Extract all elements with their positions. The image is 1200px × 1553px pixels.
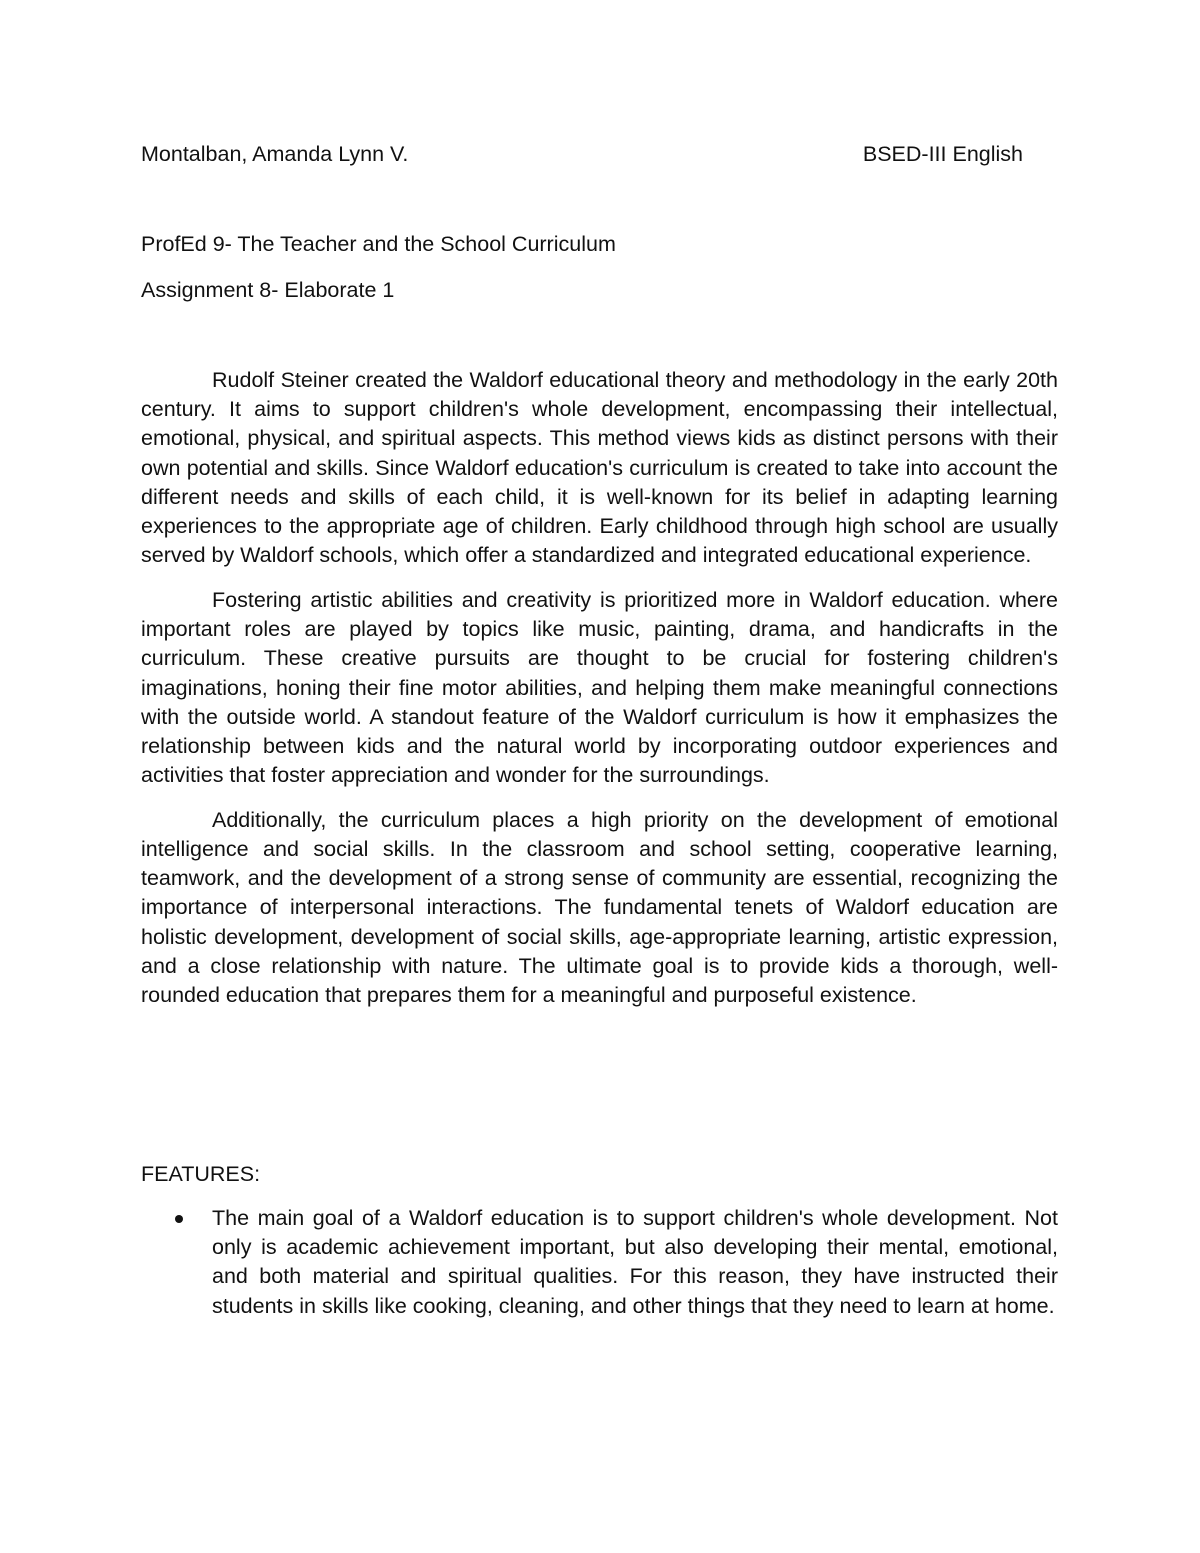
features-list <box>141 1204 1058 1321</box>
bullet-icon <box>175 1215 183 1223</box>
student-name: Montalban, Amanda Lynn V. <box>141 142 409 166</box>
assignment-title: Assignment 8- Elaborate 1 <box>141 278 395 302</box>
features-heading: FEATURES: <box>141 1162 261 1186</box>
essay-body <box>141 366 1058 1026</box>
list-item <box>141 1204 1058 1321</box>
paragraph-3: Additionally, the curriculum places a high priority on the development of emotional intelligence and social skills. In the classroom and school setting, cooperative learning, teamwork, and the development of a strong sense of community are essential, recognizing the importance of interpersonal interactions. The fundamental tenets of Waldorf education are holistic development, development of social skills, age-appropriate learning, artistic expression, and a close relationship with nature. The ultimate goal is to provide kids a thorough, well-rounded education that prepares them for a meaningful and purposeful existence. <box>141 807 1058 1008</box>
list-item-text: The main goal of a Waldorf education is to support children's whole development. Not only is academic achievement important, but also developing their mental, emotional, and both material and spiritual qualities. For this reason, they have instructed their students in skills like cooking, cleaning, and other things that they need to learn at home. <box>212 1206 1058 1318</box>
paragraph-2: Fostering artistic abilities and creativity is prioritized more in Waldorf education. where important roles are played by topics like music, painting, drama, and handicrafts in the curriculum. These creative pursuits are thought to be crucial for fostering children's imaginations, honing their fine motor abilities, and helping them make meaningful connections with the outside world. A standout feature of the Waldorf curriculum is how it emphasizes the relationship between kids and the natural world by incorporating outdoor experiences and activities that foster appreciation and wonder for the surroundings. <box>141 587 1058 788</box>
program-label: BSED-III English <box>862 142 1023 166</box>
course-title: ProfEd 9- The Teacher and the School Curriculum <box>141 232 616 256</box>
paragraph-1: Rudolf Steiner created the Waldorf educational theory and methodology in the early 20th century. It aims to support children's whole development, encompassing their intellectual, emotional, physical, and spiritual aspects. This method views kids as distinct persons with their own potential and skills. Since Waldorf education's curriculum is created to take into account the different needs and skills of each child, it is well-known for its belief in adapting learning experiences to the appropriate age of children. Early childhood through high school are usually served by Waldorf schools, which offer a standardized and integrated educational experience. <box>141 368 1058 568</box>
